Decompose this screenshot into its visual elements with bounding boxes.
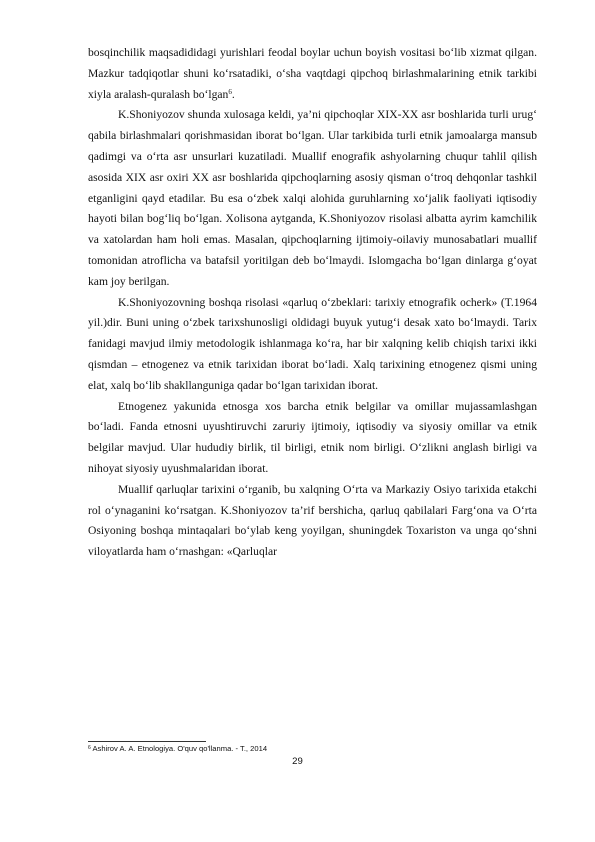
- footnote-reference[interactable]: 6: [228, 87, 232, 96]
- footnote-number: 6: [88, 745, 91, 751]
- paragraph-1: bosqinchilik maqsadididagi yurishlari feodal boylar uchun boyish vositasi bo‘lib xizmat qilgan. Mazkur tadqiqotlar shuni ko‘rsatadiki, o‘sha vaqtdagi qipchoq birlashmalarining etnik tarkibi xiyla aralash-quralash bo‘lgan$^6$.: [88, 46, 537, 101]
- paragraph-3: K.Shoniyozovning boshqa risolasi «qarluq o‘zbeklari: tarixiy etnografik ocherk» (T.1964 yil.)dir. Buni uning o‘zbek tarixshunosligi oldidagi buyuk yutug‘i desak xato bo‘lmaydi. Tarix fanidagi mavjud ilmiy metodologik ishlanmaga ko‘ra, har bir xalqning kelib chiqish tarixi ikki qismdan – etnogenez va etnik tarixidan iborat bo‘ladi. Xalq tarixining etnogenez qismi uning elat, xalq bo‘lib shakllanguniga qadar bo‘lgan tarixidan iborat.: [88, 295, 537, 392]
- footnote-text: Ashirov A. A. Etnologiya. O'quv qo'llanma. - T., 2014: [92, 744, 268, 753]
- body-text: [88, 43, 537, 563]
- paragraph-2: K.Shoniyozov shunda xulosaga keldi, ya’ni qipchoqlar XIX-XX asr boshlarida turli urug‘ qabila birlashmalari qorishmasidan iborat bo‘lgan. Ular tarkibida turli etnik jamoalarga mansub qadimgi va o‘rta asr unsurlari kuzatiladi. Muallif enografik ashyolarning chuqur tahlil qilish asosida XIX asr oxiri XX asr boshlarida qipchoqlarning asosiy qisman o‘troq dehqonlar tashkil etganligini qayd etadilar. Bu esa o‘zbek xalqi alohida guruhlarning xo‘jalik faoliyati iqtisodiy hayoti bilan bog‘liq bo‘lgan. Xolisona aytganda, K.Shoniyozov risolasi albatta ayrim kamchilik va xatolardan ham holi emas. Masalan, qipchoqlarning ijtimoiy-oilaviy munosabatlari muallif tomonidan atroflicha va batafsil yoritilgan deb bo‘lmaydi. Islomgacha bo‘lgan dinlarga g‘oyat kam joy berilgan.: [88, 108, 537, 288]
- paragraph-5: Muallif qarluqlar tarixini o‘rganib, bu xalqning O‘rta va Markaziy Osiyo tarixida etakchi rol o‘ynaganini ko‘rsatgan. K.Shoniyozov ta’rif bershicha, qarluq qabilalari Farg‘ona va O‘rta Osiyoning boshqa mintaqalari bo‘ylab keng yoyilgan, shuningdek Toxariston va unga qo‘shni viloyatlarda ham o‘rnashgan: «Qarluqlar: [88, 482, 537, 559]
- footnote-separator: [88, 741, 206, 742]
- paragraph-4: Etnogenez yakunida etnosga xos barcha etnik belgilar va omillar mujassamlashgan bo‘ladi. Fanda etnosni uyushtiruvchi zaruriy ijtimoiy, iqtisodiy va siyosiy omillar va etnik belgilar mavjud. Ular hududiy birlik, til birligi, etnik nom birligi. O‘zlikni anglash birligi va nihoyat siyosiy uyushmalaridan iborat.: [88, 399, 537, 475]
- footnote: [88, 744, 537, 754]
- page-number: 29: [292, 756, 303, 767]
